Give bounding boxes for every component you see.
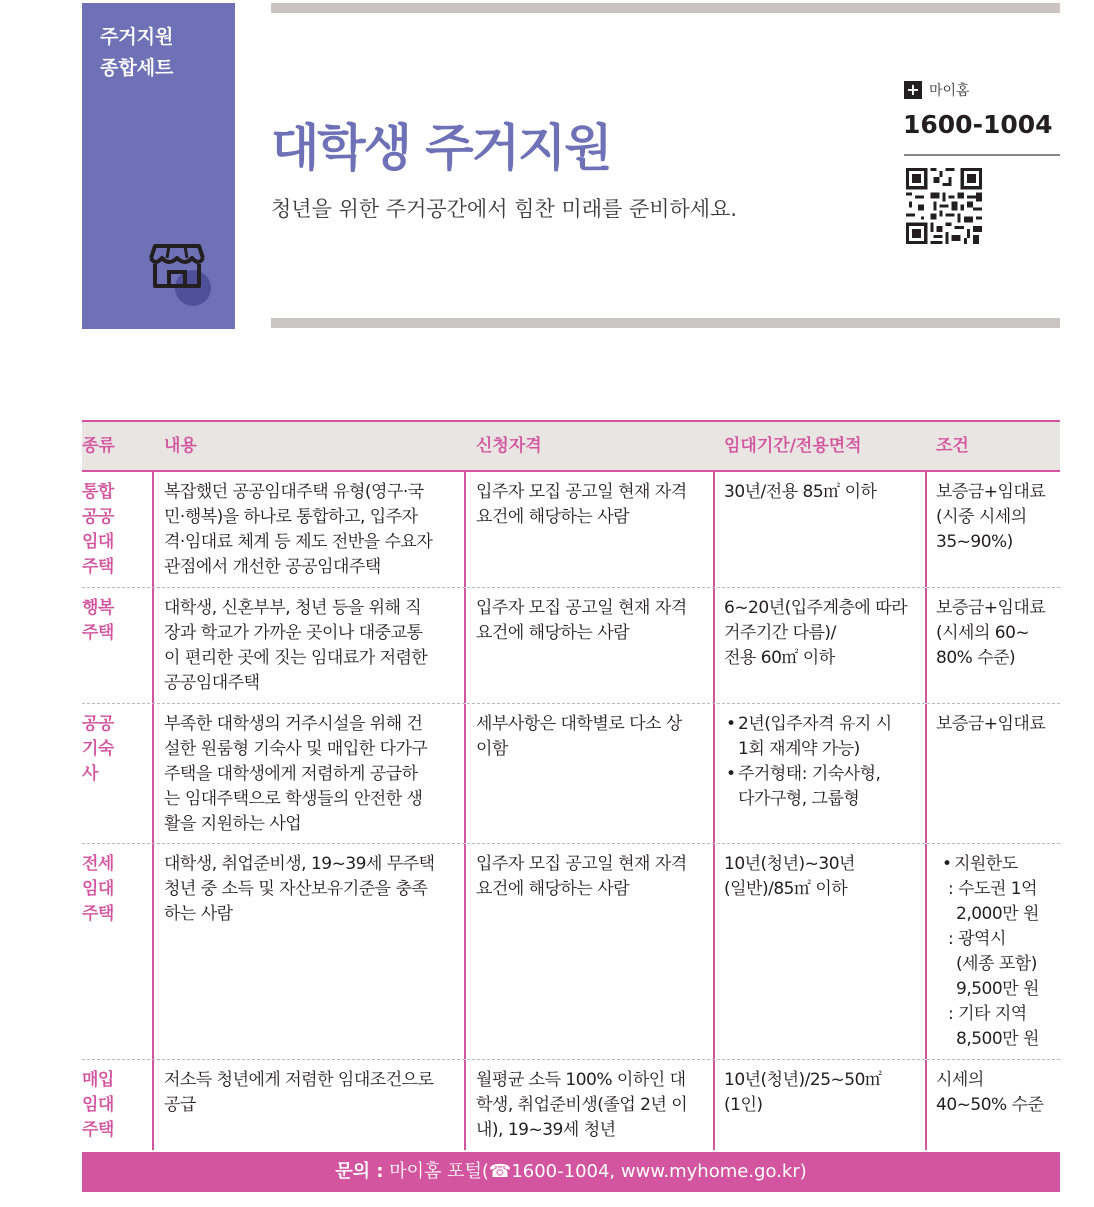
table-row bbox=[82, 844, 1060, 1060]
table-row bbox=[82, 472, 1060, 588]
header-qualification: 신청자격 bbox=[476, 436, 542, 456]
store-icon bbox=[147, 240, 213, 306]
row-content: 대학생, 신혼부부, 청년 등을 위해 직 장과 학교가 가까운 곳이나 대중교통 이 편리한 곳에 짓는 임대료가 저렴한 공공임대주택 bbox=[164, 598, 428, 693]
top-divider-bar bbox=[271, 3, 1060, 13]
row-period: 30년/전용 85㎡ 이하 bbox=[724, 482, 877, 502]
side-title bbox=[100, 22, 173, 84]
phone-number: 1600-1004 bbox=[903, 110, 1053, 139]
row-kind: 공공 기숙사 bbox=[82, 714, 114, 784]
brand-label: 마이홈 bbox=[929, 83, 970, 99]
row-qualification: 입주자 모집 공고일 현재 자격 요건에 해당하는 사람 bbox=[476, 482, 687, 527]
row-kind: 통합 공공 임대 주택 bbox=[82, 482, 114, 577]
qr-code-icon[interactable] bbox=[906, 168, 982, 244]
housing-support-table bbox=[82, 420, 1060, 1150]
condition-bullet: • 지원한도 bbox=[940, 852, 1039, 877]
row-period: 6~20년(입주계층에 따라 거주기간 다름)/ 전용 60㎡ 이하 bbox=[724, 598, 908, 668]
header-condition: 조건 bbox=[936, 436, 969, 456]
row-period bbox=[724, 712, 892, 812]
row-content: 부족한 대학생의 거주시설을 위해 건 설한 원룸형 기숙사 및 매입한 다가구 주택을 대학생에게 저렴하게 공급하 는 임대주택으로 학생들의 안전한 생 활을 지원하는 사업 bbox=[164, 714, 428, 834]
side-title-line2: 종합세트 bbox=[100, 57, 174, 79]
row-content: 저소득 청년에게 저렴한 임대조건으로 공급 bbox=[164, 1070, 434, 1115]
row-qualification: 입주자 모집 공고일 현재 자격 요건에 해당하는 사람 bbox=[476, 598, 687, 643]
period-bullet: • 2년(입주자격 유지 시 1회 재계약 가능) bbox=[724, 712, 892, 762]
page-title: 대학생 주거지원 bbox=[271, 119, 611, 177]
plus-icon: + bbox=[904, 81, 922, 99]
row-condition: 시세의 40~50% 수준 bbox=[936, 1070, 1044, 1115]
bottom-divider-bar bbox=[271, 318, 1060, 328]
row-qualification: 월평균 소득 100% 이하인 대 학생, 취업준비생(졸업 2년 이 내), 19~39세 청년 bbox=[476, 1070, 688, 1140]
side-title-line1: 주거지원 bbox=[100, 26, 174, 48]
row-condition: 보증금+임대료 (시중 시세의 35~90%) bbox=[936, 482, 1046, 552]
row-content: 대학생, 취업준비생, 19~39세 무주택 청년 중 소득 및 자산보유기준을 충족 하는 사람 bbox=[164, 854, 435, 924]
row-condition: 보증금+임대료 bbox=[936, 714, 1046, 734]
table-row bbox=[82, 588, 1060, 704]
row-condition: 보증금+임대료 (시세의 60~ 80% 수준) bbox=[936, 598, 1046, 668]
page-subtitle: 청년을 위한 주거공간에서 힘찬 미래를 준비하세요. bbox=[271, 197, 738, 221]
phone-underline bbox=[904, 154, 1060, 156]
period-bullet: • 주거형태: 기숙사형, 다가구형, 그룹형 bbox=[724, 762, 892, 812]
footer-text: 마이홈 포털(☎1600-1004, www.myhome.go.kr) bbox=[389, 1161, 807, 1182]
table-row bbox=[82, 1060, 1060, 1150]
table-row bbox=[82, 704, 1060, 844]
header-kind: 종류 bbox=[82, 436, 115, 456]
header-content: 내용 bbox=[164, 436, 197, 456]
footer-label: 문의 : bbox=[335, 1161, 384, 1182]
row-kind: 매입 임대 주택 bbox=[82, 1070, 114, 1140]
row-content: 복잡했던 공공임대주택 유형(영구·국 민·행복)을 하나로 통합하고, 입주자 격·임대료 체계 등 제도 전반을 수요자 관점에서 개선한 공공임대주택 bbox=[164, 482, 433, 577]
row-qualification: 입주자 모집 공고일 현재 자격 요건에 해당하는 사람 bbox=[476, 854, 687, 899]
row-period: 10년(청년)/25~50㎡ (1인) bbox=[724, 1070, 882, 1115]
brand-label-group bbox=[904, 80, 970, 100]
contact-footer[interactable] bbox=[82, 1152, 1060, 1192]
row-kind: 전세 임대 주택 bbox=[82, 854, 114, 924]
table-header-row bbox=[82, 420, 1060, 472]
row-kind: 행복 주택 bbox=[82, 598, 114, 643]
row-qualification: 세부사항은 대학별로 다소 상 이함 bbox=[476, 714, 682, 759]
row-condition: • 지원한도 : 수도권 1억 2,000만 원 : 광역시 (세종 포함) 9,500만 원 : 기타 지역 8,500만 원 bbox=[940, 852, 1039, 1052]
header-period: 임대기간/전용면적 bbox=[724, 436, 862, 456]
row-period: 10년(청년)~30년 (일반)/85㎡ 이하 bbox=[724, 854, 855, 899]
